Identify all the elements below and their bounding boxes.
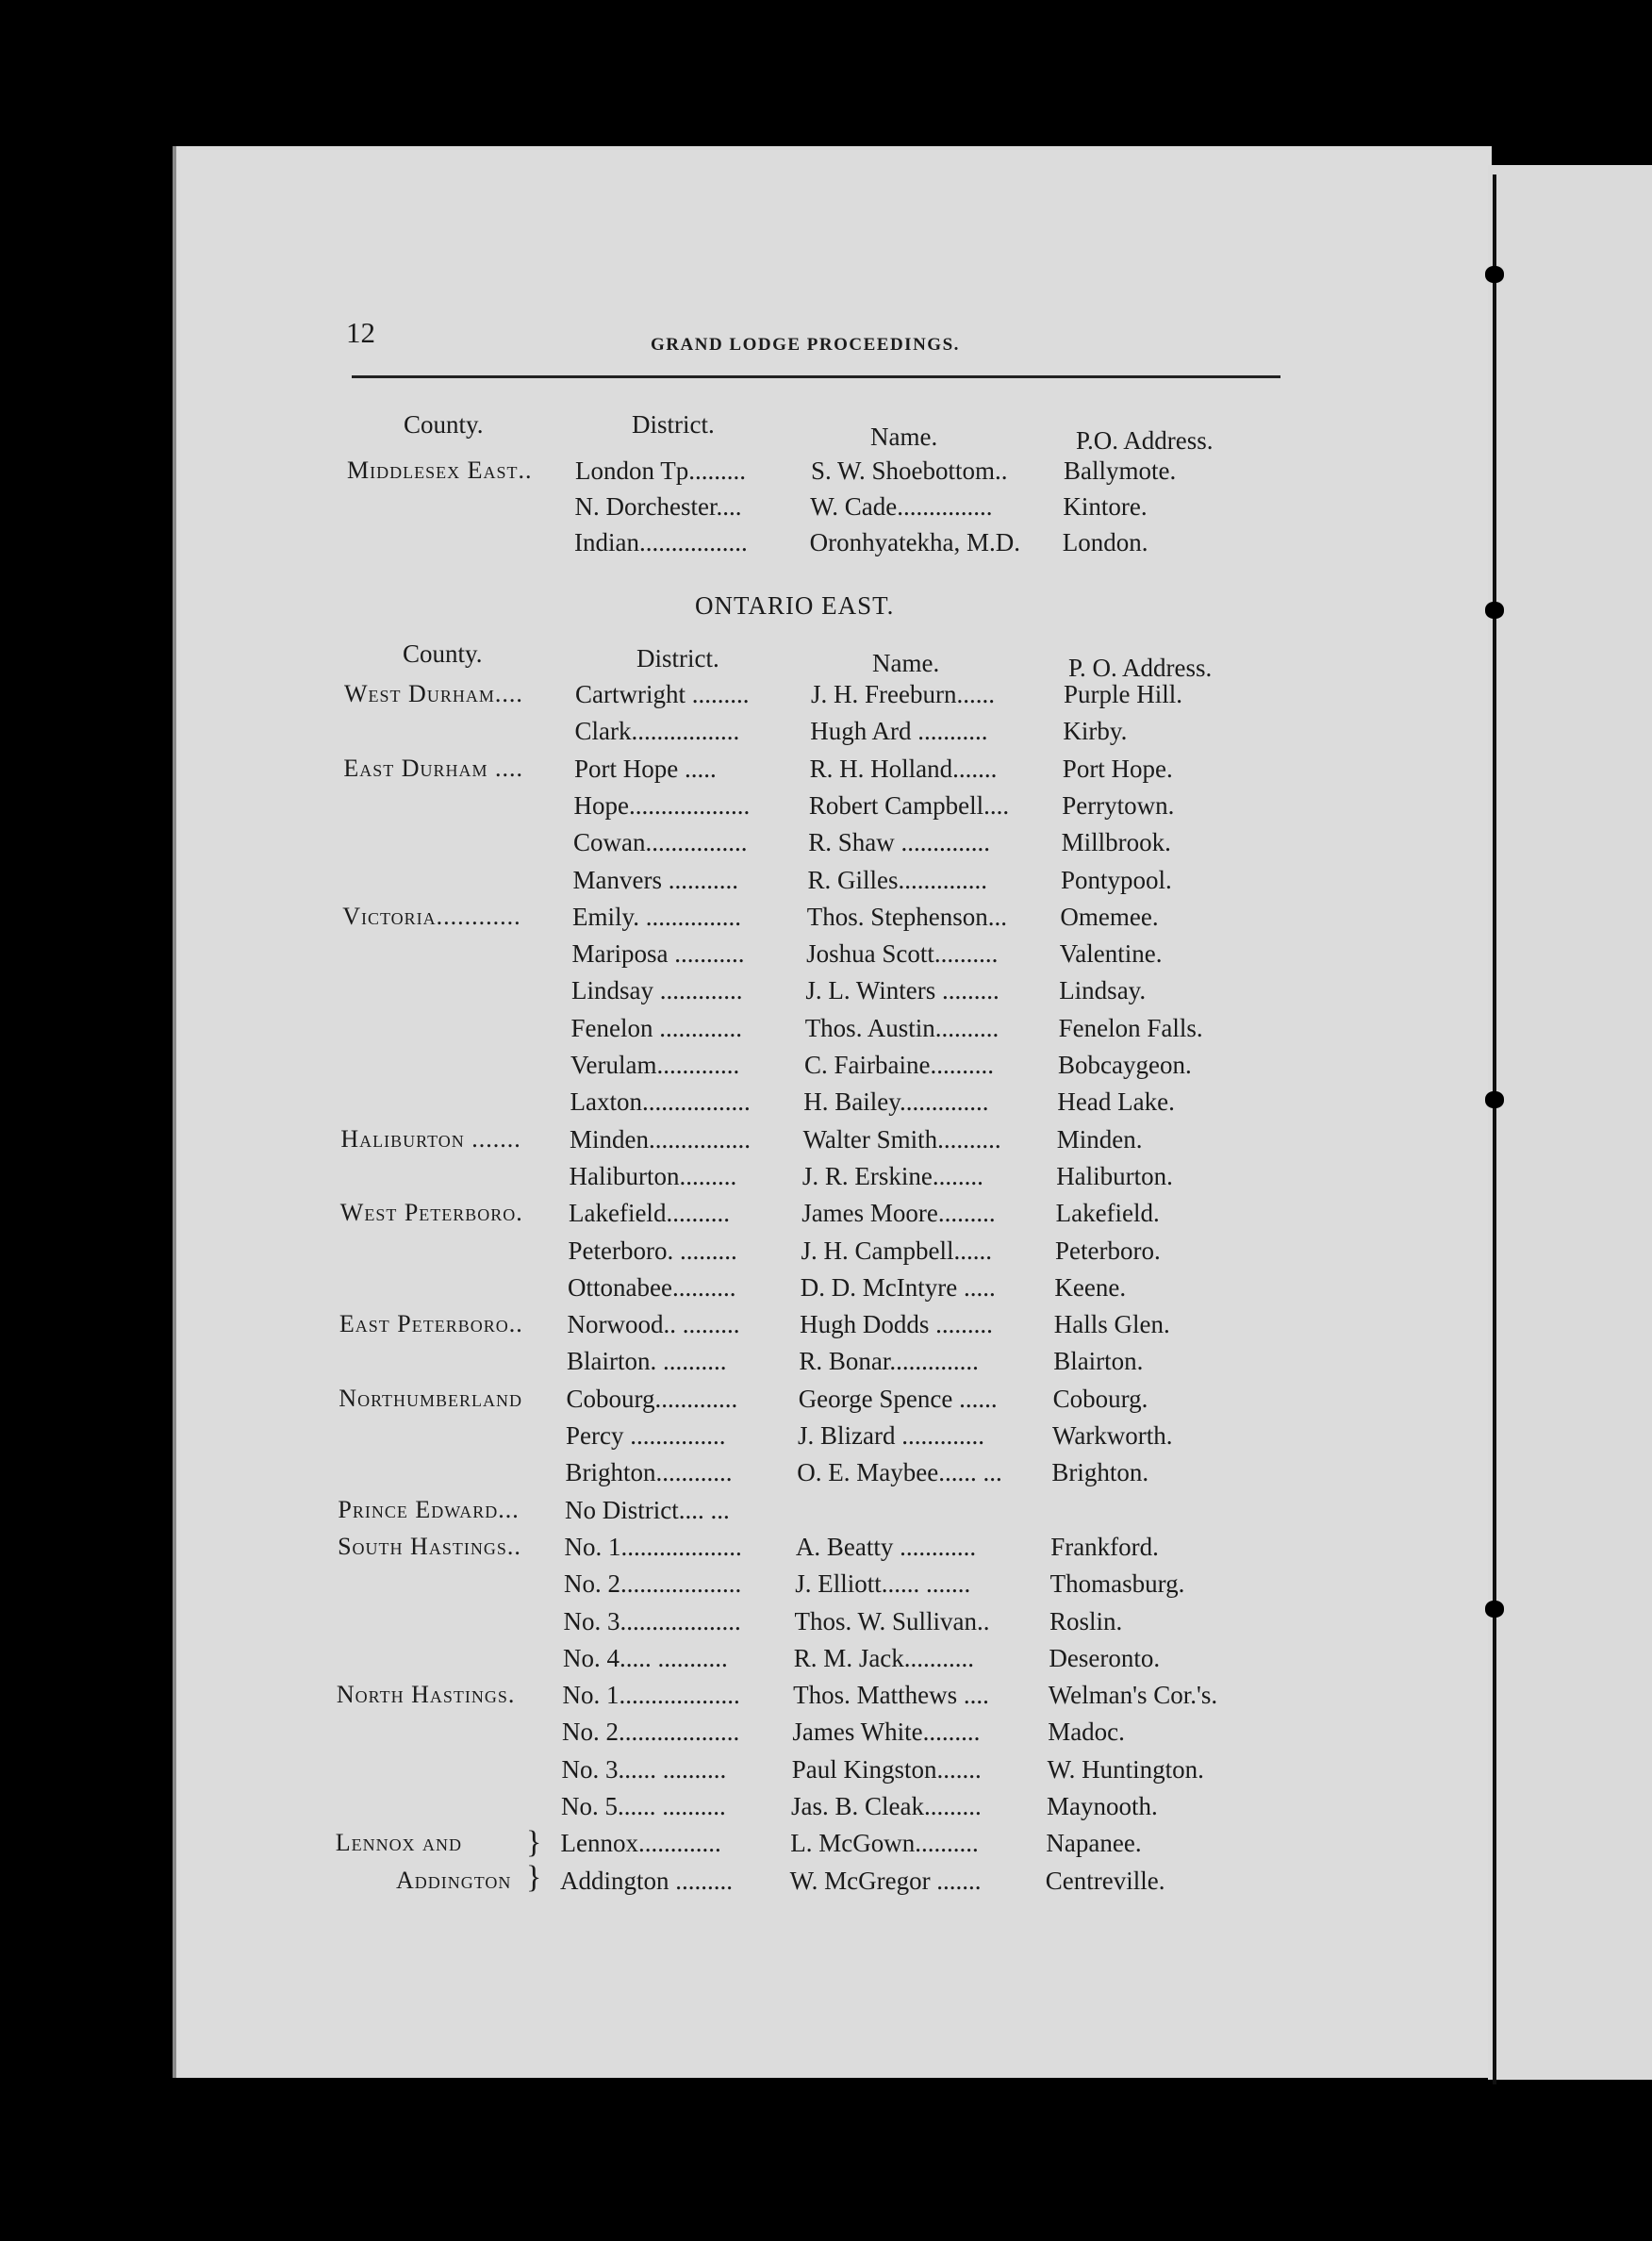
name-cell: H. Bailey.............. <box>803 1087 989 1117</box>
address-cell: Millbrook. <box>1061 828 1171 857</box>
name-cell: Jas. B. Cleak......... <box>791 1792 982 1820</box>
district-cell: Percy ............... <box>566 1421 726 1450</box>
table-row <box>0 1195 1315 1231</box>
district-cell: No. 2................... <box>564 1569 742 1599</box>
name-cell: R. Shaw .............. <box>808 828 990 857</box>
district-cell: No District.... ... <box>565 1495 730 1524</box>
name-cell: James Moore......... <box>801 1199 996 1228</box>
table-row <box>0 453 1315 489</box>
column-header-county-2: County. <box>403 639 483 668</box>
district-cell: Minden................ <box>570 1124 751 1154</box>
table-row <box>0 1788 1315 1824</box>
district-cell: Hope................... <box>573 790 751 820</box>
table-row <box>0 788 1315 823</box>
district-cell: No. 1................... <box>562 1681 740 1710</box>
district-cell: Ottonabee.......... <box>568 1272 736 1302</box>
name-cell: J. Elliott...... ....... <box>795 1569 971 1599</box>
column-header-address-2: P. O. Address. <box>1068 654 1213 682</box>
name-cell: D. D. McIntyre ..... <box>800 1272 996 1302</box>
address-cell: Halls Glen. <box>1053 1310 1170 1339</box>
county-cell: South Hastings.. <box>338 1532 521 1560</box>
address-cell: Brighton. <box>1051 1458 1149 1487</box>
district-cell: Brighton............ <box>565 1458 733 1487</box>
address-cell: Kintore. <box>1063 492 1148 521</box>
county-cell: Middlesex East.. <box>347 456 533 484</box>
table-row <box>0 1677 1315 1713</box>
district-cell: Lennox............. <box>560 1829 721 1858</box>
district-cell: Peterboro. ......... <box>568 1236 737 1265</box>
binding-thread <box>1493 174 1496 2084</box>
district-cell: Lindsay ............. <box>571 976 743 1005</box>
column-header-district-2: District. <box>636 644 719 672</box>
name-cell: J. R. Erskine........ <box>801 1161 983 1190</box>
address-cell: Deseronto. <box>1049 1643 1161 1672</box>
table-row <box>0 1158 1315 1194</box>
district-cell: N. Dorchester.... <box>574 492 742 521</box>
table-row <box>0 1047 1315 1083</box>
address-cell: Napanee. <box>1046 1829 1142 1858</box>
header-rule <box>352 375 1280 378</box>
table-row <box>0 1603 1315 1639</box>
name-cell: Thos. Stephenson... <box>806 902 1008 931</box>
table-row <box>0 1529 1315 1565</box>
name-cell: J. L. Winters ......... <box>805 976 999 1005</box>
binding-strip <box>1488 165 1652 2080</box>
district-cell: Addington ......... <box>560 1866 734 1895</box>
table-row <box>0 1492 1315 1528</box>
name-cell: Oronhyatekha, M.D. <box>809 528 1021 556</box>
name-cell: S. W. Shoebottom.. <box>811 456 1008 485</box>
address-cell: Thomasburg. <box>1049 1569 1185 1599</box>
table-row <box>0 1343 1315 1379</box>
table-row <box>0 1454 1315 1490</box>
address-cell: Cobourg. <box>1052 1384 1148 1413</box>
county-cell: Prince Edward... <box>338 1495 520 1523</box>
name-cell: C. Fairbaine.......... <box>804 1051 994 1079</box>
name-cell: A. Beatty ............ <box>795 1532 977 1561</box>
district-cell: No. 3...... .......... <box>561 1754 727 1784</box>
county-cell: East Durham .... <box>343 754 524 782</box>
table-row <box>0 1381 1315 1417</box>
column-header-name-2: Name. <box>872 649 940 677</box>
district-cell: Fenelon ............. <box>570 1013 742 1042</box>
address-cell: Haliburton. <box>1056 1161 1173 1190</box>
district-cell: Cowan................ <box>573 828 748 857</box>
section-title: ONTARIO EAST. <box>695 591 895 620</box>
address-cell: Minden. <box>1056 1124 1143 1154</box>
table-row <box>0 1863 1315 1899</box>
county-cell: Addington <box>396 1866 512 1894</box>
table-row <box>0 1270 1315 1305</box>
name-cell: Paul Kingston....... <box>791 1754 982 1784</box>
address-cell: Fenelon Falls. <box>1058 1013 1203 1042</box>
name-cell: Robert Campbell.... <box>808 790 1010 820</box>
district-cell: Haliburton......... <box>569 1161 737 1190</box>
district-cell: Laxton................. <box>570 1087 751 1117</box>
binding-knot <box>1485 266 1504 283</box>
address-cell: Centreville. <box>1045 1866 1165 1895</box>
column-header-name: Name. <box>870 423 938 451</box>
address-cell: London. <box>1062 528 1148 556</box>
county-cell: East Peterboro.. <box>339 1310 523 1338</box>
table-row <box>0 489 1315 524</box>
address-cell: Roslin. <box>1049 1606 1123 1635</box>
address-cell: Port Hope. <box>1062 754 1173 783</box>
table-row <box>0 1010 1315 1046</box>
address-cell: Peterboro. <box>1055 1236 1161 1265</box>
county-cell: Victoria............ <box>342 902 521 930</box>
name-cell: George Spence ...... <box>798 1384 998 1413</box>
table-row <box>0 972 1315 1008</box>
address-cell: Bobcaygeon. <box>1058 1051 1192 1079</box>
table-row <box>0 713 1315 749</box>
table-row <box>0 862 1315 898</box>
district-cell: Manvers ........... <box>572 865 738 894</box>
table-row <box>0 824 1315 860</box>
table-row <box>0 1084 1315 1120</box>
column-header-district: District. <box>632 410 715 439</box>
district-cell: No. 3................... <box>563 1606 741 1635</box>
address-cell: W. Huntington. <box>1047 1754 1204 1784</box>
district-cell: Emily. ............... <box>572 902 741 931</box>
table-row <box>0 1640 1315 1676</box>
binding-knot <box>1485 1091 1504 1108</box>
table-row <box>0 1566 1315 1602</box>
name-cell: Thos. Matthews .... <box>793 1681 989 1710</box>
district-cell: Cartwright ......... <box>575 680 750 708</box>
address-cell: Welman's Cor.'s. <box>1048 1681 1218 1710</box>
name-cell: L. McGown.......... <box>790 1829 979 1858</box>
table-row <box>0 1751 1315 1787</box>
address-cell: Frankford. <box>1050 1532 1159 1561</box>
address-cell: Maynooth. <box>1047 1792 1158 1820</box>
page-number: 12 <box>346 316 375 349</box>
county-cell: West Durham.... <box>344 680 523 707</box>
name-cell: James White......... <box>792 1718 981 1747</box>
name-cell: R. Gilles.............. <box>807 865 988 894</box>
address-cell: Kirby. <box>1063 717 1128 746</box>
district-cell: No. 4..... ........... <box>563 1643 728 1672</box>
name-cell: Hugh Dodds ......... <box>800 1310 993 1339</box>
column-header-county: County. <box>404 410 484 439</box>
address-cell: Omemee. <box>1060 902 1159 931</box>
district-cell: No. 1................... <box>564 1532 742 1561</box>
name-cell: Joshua Scott.......... <box>806 939 999 969</box>
district-cell: London Tp......... <box>575 456 746 485</box>
table-row <box>0 899 1315 935</box>
district-cell: Cobourg............. <box>566 1384 738 1413</box>
address-cell: Warkworth. <box>1052 1421 1173 1450</box>
address-cell: Madoc. <box>1048 1718 1125 1747</box>
name-cell: Hugh Ard ........... <box>810 717 988 746</box>
name-cell: W. McGregor ....... <box>789 1866 982 1895</box>
name-cell: W. Cade............... <box>810 492 993 521</box>
table-row <box>0 1418 1315 1453</box>
district-cell: Verulam............. <box>570 1051 740 1079</box>
table-row <box>0 936 1315 971</box>
name-cell: Thos. W. Sullivan.. <box>794 1606 990 1635</box>
address-cell: Head Lake. <box>1057 1087 1175 1117</box>
table-row <box>0 676 1315 712</box>
district-cell: Indian................. <box>574 528 748 556</box>
table-row <box>0 1233 1315 1269</box>
name-cell: R. M. Jack........... <box>793 1643 975 1672</box>
address-cell: Purple Hill. <box>1064 680 1182 708</box>
table-row <box>0 1306 1315 1342</box>
address-cell: Perrytown. <box>1062 790 1175 820</box>
name-cell: Walter Smith.......... <box>802 1124 1001 1154</box>
address-cell: Blairton. <box>1053 1347 1144 1376</box>
county-cell: West Peterboro. <box>339 1199 523 1227</box>
address-cell: Pontypool. <box>1061 865 1172 894</box>
district-cell: No. 5...... .......... <box>561 1792 726 1820</box>
address-cell: Keene. <box>1054 1272 1127 1302</box>
table-row <box>0 751 1315 787</box>
address-cell: Lakefield. <box>1055 1199 1160 1228</box>
column-header-address: P.O. Address. <box>1076 426 1214 455</box>
page-title: GRAND LODGE PROCEEDINGS. <box>651 335 960 355</box>
district-cell: Clark................. <box>574 717 740 746</box>
district-cell: Norwood.. ......... <box>567 1310 740 1339</box>
county-cell: Northumberland <box>339 1384 522 1412</box>
name-cell: J. Blizard ............. <box>798 1421 984 1450</box>
table-row <box>0 524 1315 560</box>
county-cell: North Hastings. <box>336 1681 516 1709</box>
district-cell: Blairton. .......... <box>567 1347 727 1376</box>
name-cell: R. H. Holland....... <box>809 754 998 783</box>
name-cell: Thos. Austin.......... <box>804 1013 999 1042</box>
district-cell: Port Hope ..... <box>574 754 717 783</box>
name-cell: R. Bonar.............. <box>799 1347 979 1376</box>
county-cell: Lennox and <box>335 1829 463 1857</box>
binding-knot <box>1485 1601 1504 1618</box>
address-cell: Lindsay. <box>1059 976 1147 1005</box>
address-cell: Ballymote. <box>1064 456 1177 485</box>
district-cell: No. 2................... <box>562 1718 740 1747</box>
district-cell: Lakefield.......... <box>569 1199 730 1228</box>
county-cell: Haliburton ....... <box>340 1124 521 1153</box>
address-cell: Valentine. <box>1059 939 1163 969</box>
brace-icon: } <box>526 1860 542 1895</box>
table-row <box>0 1825 1315 1861</box>
name-cell: J. H. Freeburn...... <box>811 680 995 708</box>
district-cell: Mariposa ........... <box>571 939 745 969</box>
table-row <box>0 1714 1315 1750</box>
binding-knot <box>1485 602 1504 619</box>
name-cell: O. E. Maybee...... ... <box>797 1458 1002 1487</box>
name-cell: J. H. Campbell...... <box>801 1236 992 1265</box>
brace-icon: } <box>526 1825 542 1860</box>
table-row <box>0 1121 1315 1157</box>
